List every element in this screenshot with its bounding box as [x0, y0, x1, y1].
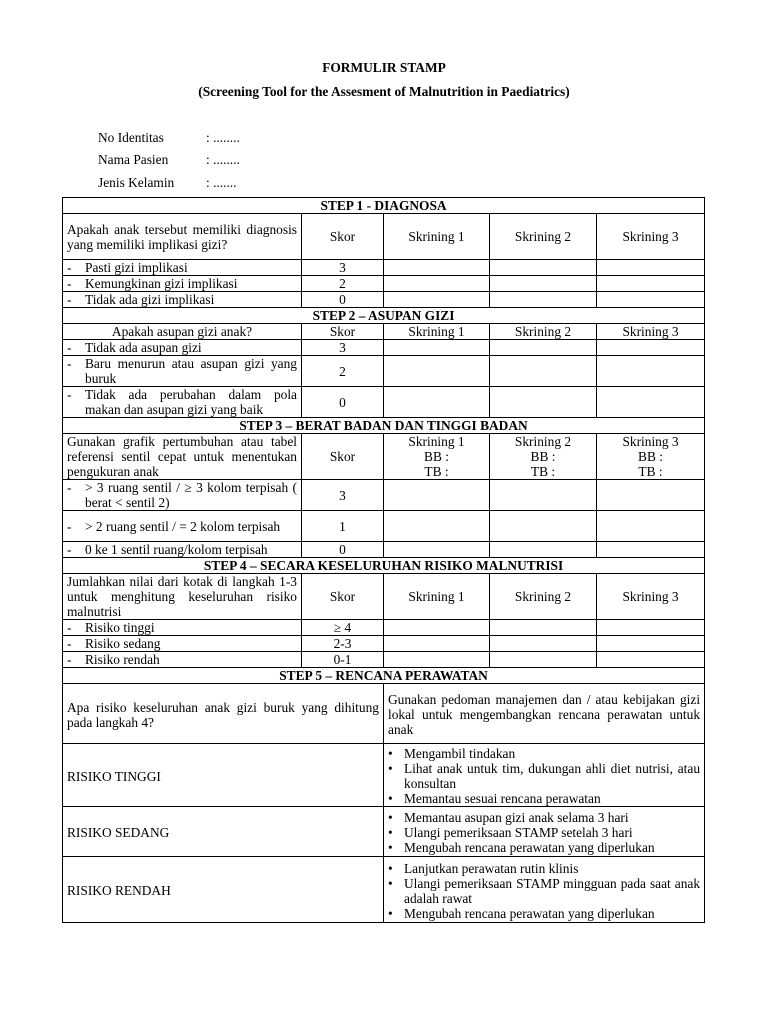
- tb-label: TB :: [424, 464, 449, 479]
- dash: -: [67, 620, 72, 635]
- action-text: Memantau asupan gizi anak selama 3 hari: [404, 810, 629, 825]
- bullet-icon: •: [388, 791, 393, 806]
- action-text: Ulangi pemeriksaan STAMP mingguan pada saat anak adalah rawat: [404, 875, 701, 906]
- screening-cell[interactable]: [490, 276, 597, 292]
- screening-cell[interactable]: [490, 511, 597, 542]
- col-skrining-label: Skrining 2: [514, 434, 572, 449]
- bullet-icon: •: [388, 875, 393, 891]
- option-row: [63, 292, 302, 308]
- col-skrining-1: Skrining 1: [384, 214, 490, 260]
- action-item: [388, 810, 700, 825]
- action-item: [388, 906, 700, 921]
- screening-cell[interactable]: [597, 260, 705, 276]
- step1-question: Apakah anak tersebut memiliki diagnosis yang memiliki implikasi gizi?: [63, 214, 302, 260]
- dash: -: [67, 276, 72, 291]
- col-skrining-1: Skrining 1: [384, 574, 490, 620]
- option-row: [63, 387, 302, 418]
- option-score: 0: [302, 387, 384, 418]
- bb-label: BB :: [530, 449, 556, 464]
- form-subtitle: (Screening Tool for the Assesment of Malnutrition in Paediatrics): [198, 84, 570, 99]
- action-item: [388, 876, 700, 906]
- identity-value: : ........: [206, 130, 240, 145]
- action-text: Mengubah rencana perawatan yang diperlukan: [404, 840, 655, 855]
- option-score: 2-3: [302, 636, 384, 652]
- bb-label: BB :: [638, 449, 663, 464]
- screening-cell[interactable]: [384, 620, 490, 636]
- step2-heading: STEP 2 – ASUPAN GIZI: [63, 308, 705, 324]
- option-row: [63, 340, 302, 356]
- screening-cell[interactable]: [384, 542, 490, 558]
- screening-cell[interactable]: [490, 480, 597, 511]
- option-score: 2: [302, 356, 384, 387]
- screening-cell[interactable]: [384, 652, 490, 668]
- dash: -: [67, 387, 72, 402]
- screening-cell[interactable]: [597, 292, 705, 308]
- screening-cell[interactable]: [384, 387, 490, 418]
- step5-question-left: Apa risiko keseluruhan anak gizi buruk yang dihitung pada langkah 4?: [63, 684, 384, 744]
- option-label: 0 ke 1 sentil ruang/kolom terpisah: [85, 542, 268, 557]
- bullet-icon: •: [388, 860, 393, 876]
- option-row: [63, 276, 302, 292]
- screening-cell[interactable]: [597, 480, 705, 511]
- col-skrining-2: Skrining 2: [490, 214, 597, 260]
- bb-label: BB :: [424, 449, 449, 464]
- action-item: [388, 825, 700, 840]
- option-score: 2: [302, 276, 384, 292]
- col-skrining-label: Skrining 1: [408, 434, 465, 449]
- risk-actions: [384, 857, 705, 923]
- tb-label: TB :: [530, 464, 556, 479]
- action-text: Mengubah rencana perawatan yang diperlukan: [404, 905, 655, 921]
- bullet-icon: •: [388, 905, 393, 921]
- identity-label: Nama Pasien: [98, 152, 169, 167]
- dash: -: [67, 652, 72, 667]
- identity-row: [98, 175, 237, 191]
- risk-label: RISIKO RENDAH: [63, 857, 384, 923]
- action-text: Mengambil tindakan: [404, 746, 516, 761]
- bullet-icon: •: [388, 840, 393, 855]
- screening-cell[interactable]: [597, 542, 705, 558]
- screening-cell[interactable]: [384, 480, 490, 511]
- stamp-table: [62, 197, 705, 923]
- option-score: 3: [302, 480, 384, 511]
- screening-cell[interactable]: [597, 356, 705, 387]
- option-label: Tidak ada perubahan dalam pola makan dan asupan gizi yang baik: [85, 387, 297, 417]
- col-skor: Skor: [302, 324, 384, 340]
- action-text: Memantau sesuai rencana perawatan: [404, 791, 601, 806]
- identity-value: : ........: [206, 152, 240, 167]
- screening-cell[interactable]: [597, 636, 705, 652]
- dash: -: [67, 636, 72, 651]
- risk-label: RISIKO TINGGI: [63, 744, 384, 807]
- option-row: [63, 260, 302, 276]
- risk-label: RISIKO SEDANG: [63, 807, 384, 857]
- screening-cell[interactable]: [384, 511, 490, 542]
- step2-question: Apakah asupan gizi anak?: [63, 324, 302, 340]
- screening-cell[interactable]: [384, 276, 490, 292]
- option-score: 0: [302, 542, 384, 558]
- screening-cell[interactable]: [490, 652, 597, 668]
- option-label: Risiko sedang: [85, 636, 161, 651]
- option-score: 3: [302, 340, 384, 356]
- screening-cell[interactable]: [384, 292, 490, 308]
- action-text: Ulangi pemeriksaan STAMP setelah 3 hari: [404, 825, 633, 840]
- bullet-icon: •: [388, 810, 393, 825]
- step4-heading: STEP 4 – SECARA KESELURUHAN RISIKO MALNUTRISI: [63, 558, 705, 574]
- screening-cell[interactable]: [597, 511, 705, 542]
- option-row: [63, 480, 302, 511]
- option-label: Tidak ada asupan gizi: [85, 340, 202, 355]
- screening-cell[interactable]: [597, 652, 705, 668]
- col-skor: Skor: [302, 214, 384, 260]
- screening-cell[interactable]: [597, 340, 705, 356]
- screening-cell[interactable]: [597, 276, 705, 292]
- col-skrining-2: Skrining 2: [490, 574, 597, 620]
- option-row: [63, 511, 302, 542]
- screening-cell[interactable]: [490, 340, 597, 356]
- action-item: [388, 746, 700, 761]
- screening-cell[interactable]: [490, 292, 597, 308]
- option-label: Pasti gizi implikasi: [85, 260, 188, 275]
- col-skrining-label: Skrining 3: [622, 434, 679, 449]
- option-label: Kemungkinan gizi implikasi: [85, 276, 238, 291]
- col-skrining-3: Skrining 3: [597, 214, 705, 260]
- screening-cell[interactable]: [597, 620, 705, 636]
- risk-actions: [384, 744, 705, 807]
- action-text: Lihat anak untuk tim, dukungan ahli diet nutrisi, atau konsultan: [404, 761, 701, 791]
- option-score: 1: [302, 511, 384, 542]
- col-skor: Skor: [302, 574, 384, 620]
- option-row: [63, 542, 302, 558]
- dash: -: [67, 518, 72, 534]
- screening-cell[interactable]: [490, 542, 597, 558]
- dash: -: [67, 260, 72, 275]
- step1-heading: STEP 1 - DIAGNOSA: [63, 198, 705, 214]
- step3-question: Gunakan grafik pertumbuhan atau tabel referensi sentil cepat untuk menentukan pengukuran anak: [63, 434, 302, 480]
- screening-cell[interactable]: [384, 340, 490, 356]
- step3-heading: STEP 3 – BERAT BADAN DAN TINGGI BADAN: [63, 418, 705, 434]
- option-row: [63, 652, 302, 668]
- option-label: Risiko rendah: [85, 652, 160, 667]
- option-score: 3: [302, 260, 384, 276]
- tb-label: TB :: [638, 464, 663, 479]
- risk-actions: [384, 807, 705, 857]
- option-row: [63, 620, 302, 636]
- step5-question-right: Gunakan pedoman manajemen dan / atau kebijakan gizi lokal untuk mengembangkan rencana perawatan untuk anak: [384, 684, 705, 744]
- action-item: [388, 761, 700, 791]
- action-item: [388, 840, 700, 855]
- col-skor: Skor: [302, 434, 384, 480]
- col-skrining-2: [490, 434, 597, 480]
- option-label: Tidak ada gizi implikasi: [85, 292, 215, 307]
- identity-label: No Identitas: [98, 130, 164, 145]
- form-title: FORMULIR STAMP: [322, 60, 446, 75]
- dash: -: [67, 356, 72, 371]
- option-score: 0-1: [302, 652, 384, 668]
- col-skrining-3: Skrining 3: [597, 574, 705, 620]
- step4-question: Jumlahkan nilai dari kotak di langkah 1-3 untuk menghitung keseluruhan risiko malnutrisi: [63, 574, 302, 620]
- screening-cell[interactable]: [490, 260, 597, 276]
- dash: -: [67, 340, 72, 355]
- step5-heading: STEP 5 – RENCANA PERAWATAN: [63, 668, 705, 684]
- screening-cell[interactable]: [490, 387, 597, 418]
- action-item: [388, 791, 700, 806]
- screening-cell[interactable]: [490, 620, 597, 636]
- identity-label: Jenis Kelamin: [98, 175, 175, 190]
- dash: -: [67, 292, 72, 307]
- col-skrining-3: Skrining 3: [597, 324, 705, 340]
- col-skrining-3: [597, 434, 705, 480]
- identity-value: : .......: [206, 175, 237, 190]
- col-skrining-1: [384, 434, 490, 480]
- col-skrining-2: Skrining 2: [490, 324, 597, 340]
- option-label: Baru menurun atau asupan gizi yang buruk: [85, 356, 297, 386]
- bullet-icon: •: [388, 746, 393, 761]
- option-score: 0: [302, 292, 384, 308]
- bullet-icon: •: [388, 825, 393, 840]
- identity-row: [98, 130, 240, 146]
- screening-cell[interactable]: [384, 260, 490, 276]
- option-label: Risiko tinggi: [85, 620, 155, 635]
- dash: -: [67, 542, 72, 557]
- screening-cell[interactable]: [490, 636, 597, 652]
- action-text: Lanjutkan perawatan rutin klinis: [404, 860, 579, 876]
- bullet-icon: •: [388, 761, 393, 776]
- option-label: > 2 ruang sentil / = 2 kolom terpisah: [85, 518, 281, 534]
- screening-cell[interactable]: [384, 636, 490, 652]
- identity-row: [98, 152, 240, 168]
- screening-cell[interactable]: [490, 356, 597, 387]
- option-label: > 3 ruang sentil / ≥ 3 kolom terpisah ( berat < sentil 2): [85, 480, 297, 510]
- option-score: ≥ 4: [302, 620, 384, 636]
- screening-cell[interactable]: [384, 356, 490, 387]
- screening-cell[interactable]: [597, 387, 705, 418]
- col-skrining-1: Skrining 1: [384, 324, 490, 340]
- dash: -: [67, 480, 72, 495]
- option-row: [63, 356, 302, 387]
- action-item: [388, 861, 700, 876]
- option-row: [63, 636, 302, 652]
